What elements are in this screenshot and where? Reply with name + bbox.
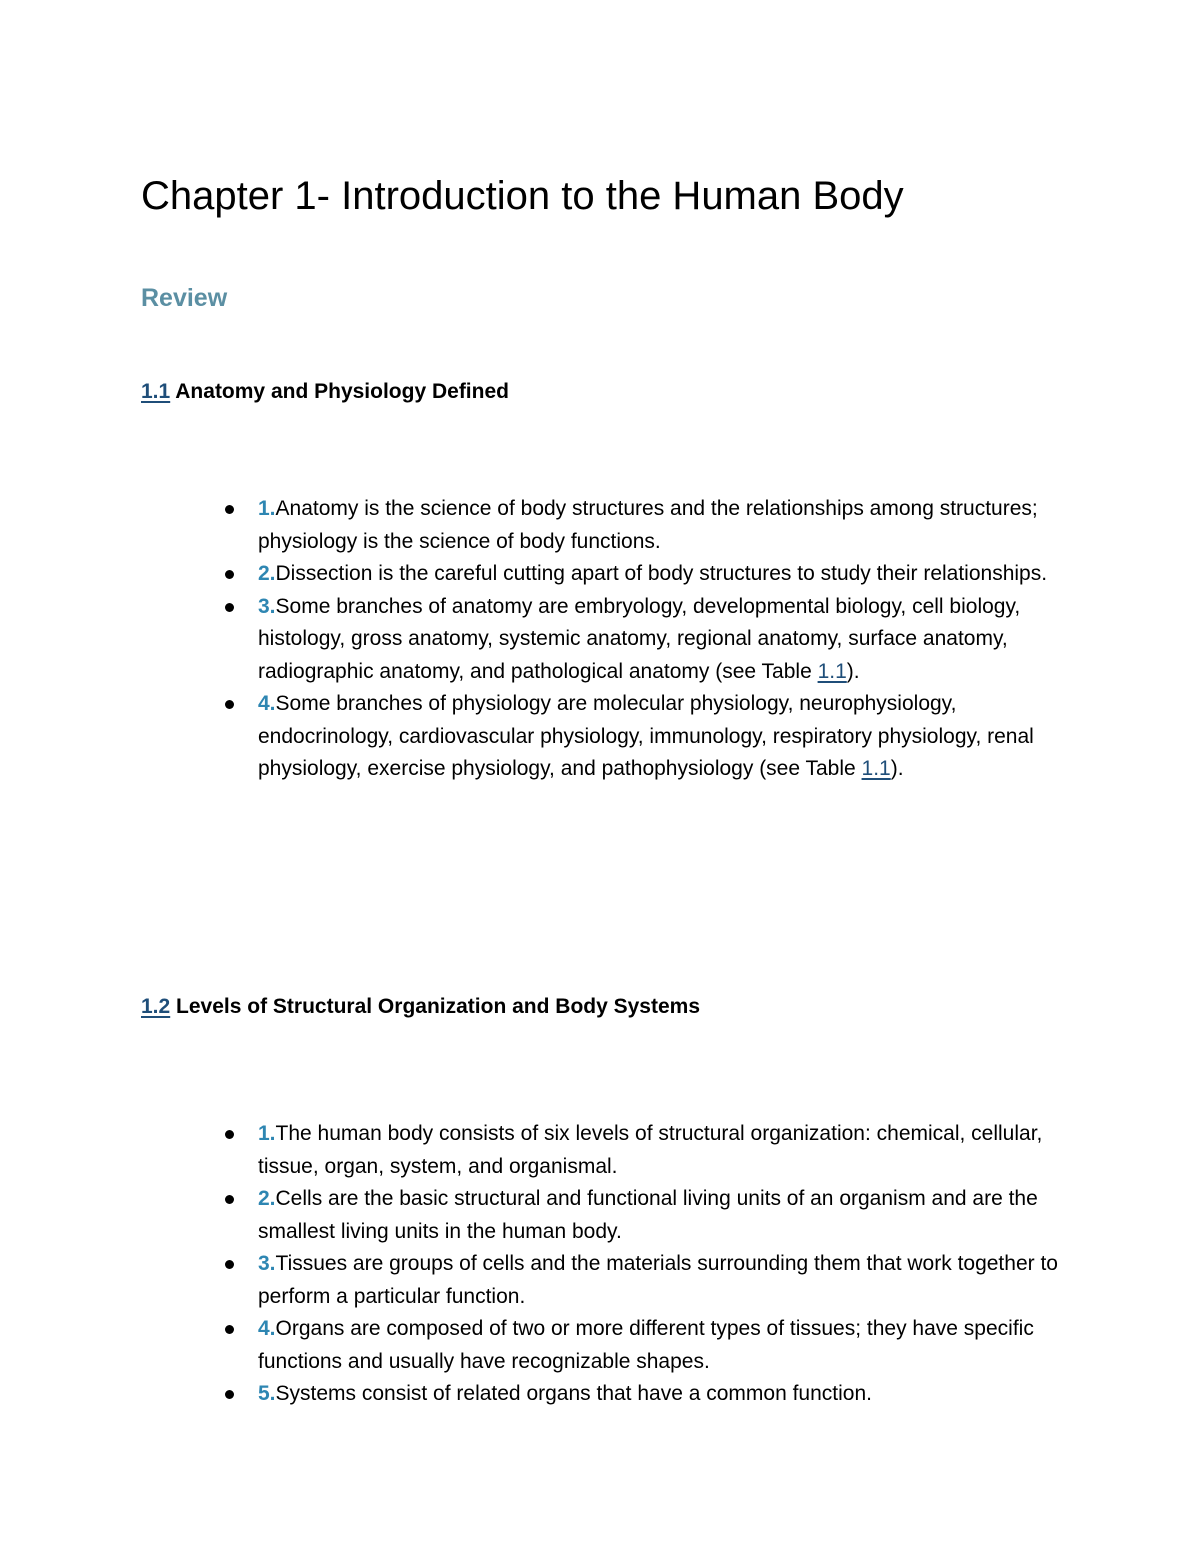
list-item bbox=[258, 558, 1068, 591]
bullet-icon bbox=[225, 1325, 234, 1334]
section-number-link[interactable]: 1.2 bbox=[141, 995, 171, 1018]
list-item bbox=[258, 688, 1068, 786]
section-heading-1-2 bbox=[141, 993, 700, 1021]
item-text: Tissues are groups of cells and the materials surrounding them that work together to perform a particular function. bbox=[258, 1252, 1058, 1308]
item-number: 4. bbox=[258, 692, 276, 715]
item-text: Dissection is the careful cutting apart of body structures to study their relationships. bbox=[275, 562, 1048, 585]
bullet-icon bbox=[225, 603, 234, 612]
item-number: 2. bbox=[258, 1187, 276, 1210]
bullet-icon bbox=[225, 1390, 234, 1399]
section-title: Anatomy and Physiology Defined bbox=[175, 380, 509, 403]
bullet-icon bbox=[225, 570, 234, 579]
bullet-icon bbox=[225, 1130, 234, 1139]
section-title: Levels of Structural Organization and Body Systems bbox=[176, 995, 701, 1018]
item-number: 3. bbox=[258, 1252, 276, 1275]
list-item bbox=[258, 1183, 1068, 1248]
item-text-end: ). bbox=[846, 659, 860, 683]
list-item bbox=[258, 493, 1068, 558]
item-number: 5. bbox=[258, 1382, 276, 1405]
item-number: 1. bbox=[258, 497, 276, 520]
item-text: Organs are composed of two or more different types of tissues; they have specific functions and usually have recognizable shapes. bbox=[258, 1317, 1034, 1373]
item-text: Some branches of anatomy are embryology, developmental biology, cell biology, histology, gross anatomy, systemic anatomy, regional anatomy, surface anatomy, radiographic anatomy, and pathological anatomy (see Table bbox=[258, 594, 1021, 683]
section-1-2-list bbox=[258, 1118, 1068, 1411]
table-reference-link[interactable]: 1.1 bbox=[817, 659, 847, 683]
page-title: Chapter 1- Introduction to the Human Body bbox=[141, 174, 904, 218]
review-subtitle: Review bbox=[141, 284, 228, 312]
item-number: 4. bbox=[258, 1317, 276, 1340]
item-number: 3. bbox=[258, 594, 276, 618]
bullet-icon bbox=[225, 505, 234, 514]
item-number: 1. bbox=[258, 1122, 276, 1145]
table-reference-link[interactable]: 1.1 bbox=[861, 757, 891, 780]
item-text-end: ). bbox=[890, 757, 904, 780]
bullet-icon bbox=[225, 700, 234, 709]
item-text: Systems consist of related organs that have a common function. bbox=[275, 1382, 872, 1405]
section-number-link[interactable]: 1.1 bbox=[141, 380, 171, 403]
list-item bbox=[258, 591, 1068, 689]
item-text: Anatomy is the science of body structures and the relationships among structures; physiology is the science of body functions. bbox=[258, 497, 1038, 553]
list-item bbox=[258, 1313, 1068, 1378]
item-text: Some branches of physiology are molecular physiology, neurophysiology, endocrinology, cardiovascular physiology, immunology, respiratory physiology, renal physiology, exercise physiology, and pathophysiology (see Table bbox=[258, 692, 1034, 780]
list-item bbox=[258, 1248, 1068, 1313]
list-item bbox=[258, 1118, 1068, 1183]
section-1-1-list bbox=[258, 493, 1068, 786]
bullet-icon bbox=[225, 1260, 234, 1269]
item-text: The human body consists of six levels of structural organization: chemical, cellular, tissue, organ, system, and organismal. bbox=[258, 1122, 1043, 1178]
item-number: 2. bbox=[258, 562, 276, 585]
bullet-icon bbox=[225, 1195, 234, 1204]
list-item bbox=[258, 1378, 1068, 1411]
section-heading-1-1 bbox=[141, 378, 509, 406]
item-text: Cells are the basic structural and functional living units of an organism and are the smallest living units in the human body. bbox=[258, 1187, 1038, 1243]
